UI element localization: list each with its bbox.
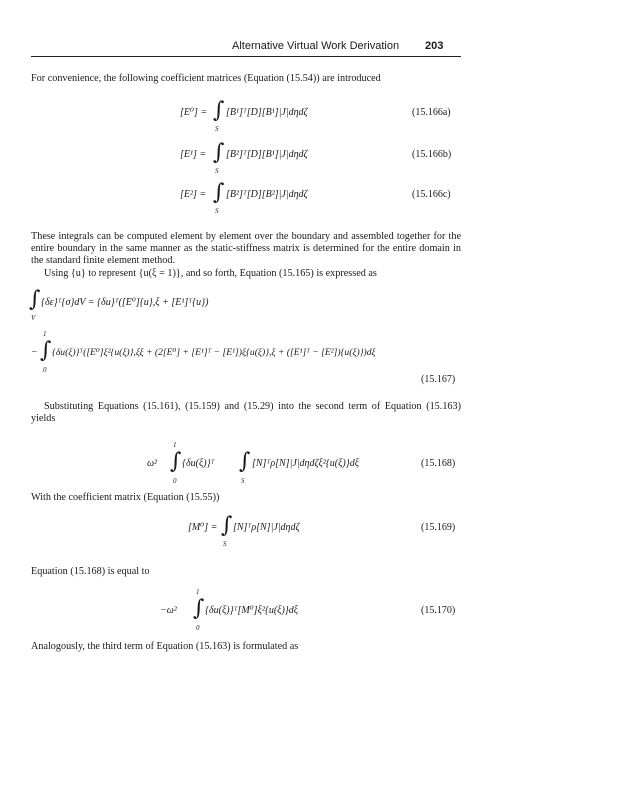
equation-lhs: [E²] = xyxy=(180,189,207,200)
equation-number: (15.170) xyxy=(421,605,456,616)
integral-sign: ∫ xyxy=(213,98,225,123)
equation-15-169-lhs: [M⁰] = xyxy=(188,522,218,533)
equation-number: (15.168) xyxy=(421,458,456,469)
paragraph-using: Using {u} to represent {u(ξ = 1)}, and so forth, Equation (15.165) is expressed as xyxy=(44,268,377,279)
equation-lhs: [E⁰] = xyxy=(180,107,208,118)
paragraph-coefficient: With the coefficient matrix (Equation (15.55)) xyxy=(31,492,220,503)
equation-body: [B²]ᵀ[D][B²]|J|dηdζ xyxy=(226,189,308,200)
integral-upper-limit: 1 xyxy=(173,441,177,449)
integral-lower-limit: S xyxy=(215,125,219,133)
minus-omega-squared: −ω² xyxy=(160,605,177,616)
omega-squared: ω² xyxy=(147,458,158,469)
equation-15-167-line1: {δε}ᵀ{σ}dV = {δu}ᵀ([E⁰]{u},ξ + [E¹]ᵀ{u}) xyxy=(41,297,209,308)
integral-sign: ∫ xyxy=(193,596,205,621)
equation-number: (15.169) xyxy=(421,522,456,533)
equation-number: (15.166b) xyxy=(412,149,452,160)
equation-body: [N]ᵀρ[N]|J|dηdζ xyxy=(233,522,300,533)
equation-15-166a xyxy=(180,107,207,118)
integral-lower-limit: S xyxy=(215,167,219,175)
equation-15-166b xyxy=(180,149,206,160)
integral-sign: ∫ xyxy=(40,338,52,363)
integral-sign: ∫ xyxy=(221,513,233,538)
integral-lower-limit: 0 xyxy=(173,477,177,485)
integral-lower-limit: V xyxy=(31,314,36,322)
equation-body: [B¹]ᵀ[D][B¹]|J|dηdζ xyxy=(226,107,308,118)
integral-sign: ∫ xyxy=(29,287,41,312)
paragraph-integrals: These integrals can be computed element by element over the boundary and assembled together for the entire boundary in the same manner as the static-stiffness matrix is determined for the entire domain in the standard finite element method. xyxy=(31,231,461,267)
equation-15-167-line2: {δu(ξ)}ᵀ([E⁰]ξ²{u(ξ)},ξξ + (2[E⁰] + [E¹]ᵀ − [E¹])ξ{u(ξ)},ξ + ([E¹]ᵀ − [E²]){u(ξ)})dξ xyxy=(52,347,376,358)
equation-body-right: [N]ᵀρ[N]|J|dηdζξ²{u(ξ)}dξ xyxy=(252,458,360,469)
equation-15-166c xyxy=(180,189,206,200)
equation-body: {δu(ξ)}ᵀ[M⁰]ξ²{u(ξ)}dξ xyxy=(205,605,299,616)
integral-sign: ∫ xyxy=(213,180,225,205)
equation-number: (15.167) xyxy=(421,374,456,385)
integral-sign: ∫ xyxy=(213,140,225,165)
integral-sign: ∫ xyxy=(170,449,182,474)
integral-lower-limit: 0 xyxy=(196,624,200,632)
paragraph-analogously: Analogously, the third term of Equation (15.163) is formulated as xyxy=(31,641,299,652)
integral-lower-limit: 0 xyxy=(43,366,47,374)
integral-lower-limit: S xyxy=(215,207,219,215)
page-number: 203 xyxy=(425,40,444,52)
paragraph-intro: For convenience, the following coefficient matrices (Equation (15.54)) are introduced xyxy=(31,73,381,84)
minus-sign: − xyxy=(31,347,38,358)
equation-body: [B²]ᵀ[D][B¹]|J|dηdζ xyxy=(226,149,308,160)
integral-upper-limit: 1 xyxy=(196,588,200,596)
equation-number: (15.166a) xyxy=(412,107,451,118)
integral-upper-limit: 1 xyxy=(43,330,47,338)
integral-lower-limit: S xyxy=(223,540,227,548)
equation-number: (15.166c) xyxy=(412,189,451,200)
paragraph-equal: Equation (15.168) is equal to xyxy=(31,566,150,577)
paragraph-substituting: Substituting Equations (15.161), (15.159) and (15.29) into the second term of Equation (15.163) yields xyxy=(31,401,461,425)
integral-sign: ∫ xyxy=(239,449,251,474)
header-rule xyxy=(31,56,461,57)
equation-body-left: {δu(ξ)}ᵀ xyxy=(182,458,215,469)
running-header-title: Alternative Virtual Work Derivation xyxy=(232,40,400,52)
integral-lower-limit: S xyxy=(241,477,245,485)
equation-lhs: [E¹] = xyxy=(180,149,207,160)
